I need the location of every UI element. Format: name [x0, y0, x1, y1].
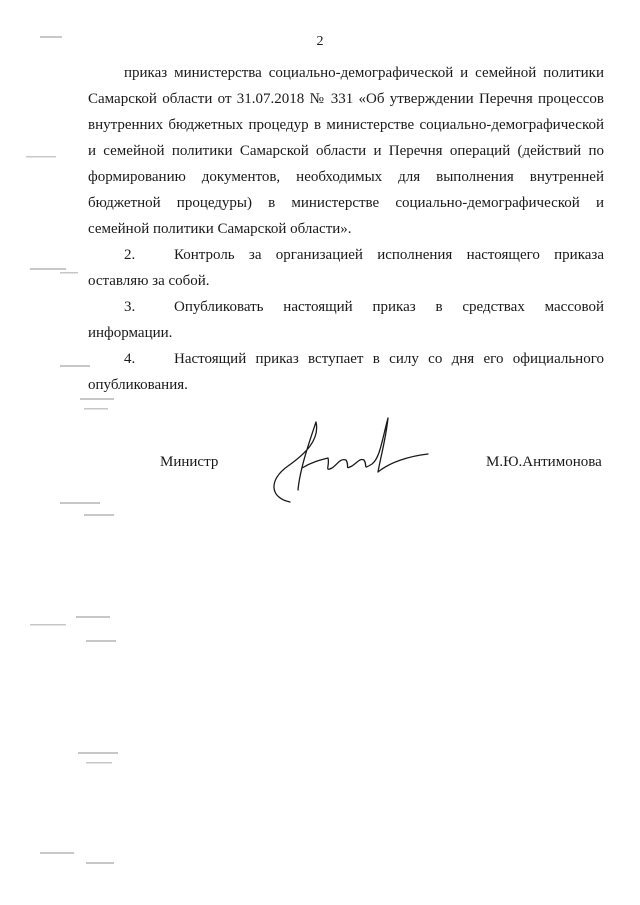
signatory-title: Министр	[160, 454, 219, 470]
item-text: Опубликовать настоящий приказ в средствах массовой информации.	[88, 299, 604, 341]
signatory-name: М.Ю.Антимонова	[486, 454, 602, 470]
item-number: 3.	[124, 299, 136, 315]
handwritten-signature	[250, 410, 430, 510]
page-number: 2	[316, 34, 324, 49]
signature-block	[0, 450, 640, 510]
continuation-text: приказ министерства социально-демографической и семейной политики Самарской области от 31.07.2018 № 331 «Об утверждении Перечня процессов внутренних бюджетных процедур в министерстве социально-демографической и семейной политики Самарской области и Перечня операций (действий по формированию документов, необходимых для выполнения внутренней бюджетной процедуры) в министерстве социально-демографической и семейной политики Самарской области».	[88, 65, 604, 237]
continuation-paragraph	[88, 60, 604, 242]
list-item	[88, 294, 604, 346]
item-text: Настоящий приказ вступает в силу со дня его официального опубликования.	[88, 351, 604, 393]
item-number: 4.	[124, 351, 136, 367]
list-item	[88, 346, 604, 398]
item-number: 2.	[124, 247, 136, 263]
item-text: Контроль за организацией исполнения настоящего приказа оставляю за собой.	[88, 247, 604, 289]
document-body	[88, 60, 604, 398]
list-item	[88, 242, 604, 294]
